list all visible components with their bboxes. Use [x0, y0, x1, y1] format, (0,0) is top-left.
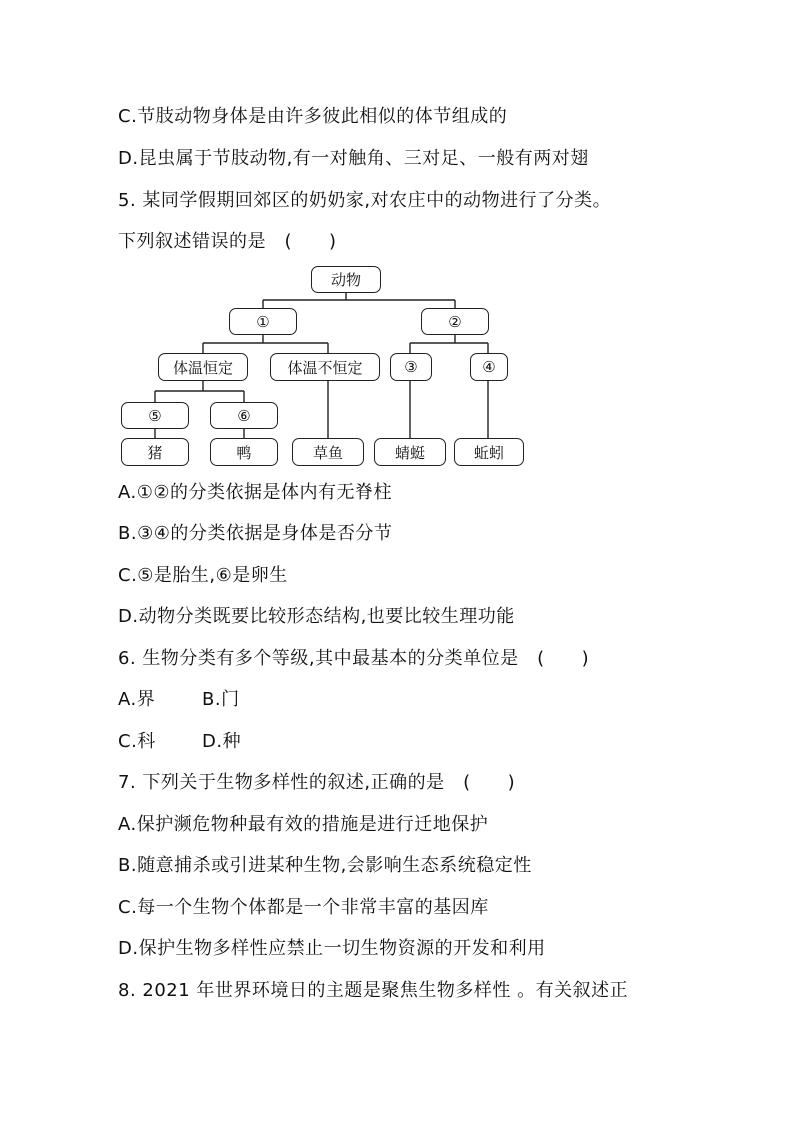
question-7-stem: 7. 下列关于生物多样性的叙述,正确的是 ( ) [118, 772, 516, 793]
question-6-option-c: C.科 [118, 731, 156, 752]
question-6-option-a: A.界 [118, 689, 156, 710]
question-7-option-d: D.保护生物多样性应禁止一切生物资源的开发和利用 [118, 938, 546, 959]
node-duck: 鸭 [210, 438, 278, 466]
node-warm-blooded: 体温恒定 [158, 353, 248, 381]
question-6-options-row-2 [118, 729, 241, 755]
node-grass-carp: 草鱼 [292, 438, 364, 466]
question-5-prompt: 下列叙述错误的是 ( ) [118, 231, 337, 252]
question-6-option-b: B.门 [202, 689, 240, 710]
question-5-option-b: B.③④的分类依据是身体是否分节 [118, 523, 393, 544]
question-5-option-a: A.①②的分类依据是体内有无脊柱 [118, 482, 392, 503]
node-6: ⑥ [210, 402, 278, 429]
animal-classification-diagram [118, 264, 538, 472]
node-1: ① [229, 308, 297, 335]
question-5-option-c: C.⑤是胎生,⑥是卵生 [118, 565, 288, 586]
question-7-option-b: B.随意捕杀或引进某种生物,会影响生态系统稳定性 [118, 855, 532, 876]
question-7-option-a: A.保护濒危物种最有效的措施是进行迁地保护 [118, 814, 489, 835]
node-earthworm: 蚯蚓 [454, 438, 524, 466]
node-cold-blooded: 体温不恒定 [270, 353, 380, 381]
node-animals: 动物 [311, 266, 381, 293]
question-8-stem: 8. 2021 年世界环境日的主题是聚焦生物多样性 。有关叙述正 [118, 980, 629, 1001]
node-5: ⑤ [121, 402, 189, 429]
question-6-stem: 6. 生物分类有多个等级,其中最基本的分类单位是 ( ) [118, 648, 590, 669]
node-2: ② [421, 308, 489, 335]
node-pig: 猪 [121, 438, 189, 466]
option-d-insect: D.昆虫属于节肢动物,有一对触角、三对足、一般有两对翅 [118, 148, 589, 169]
question-7-option-c: C.每一个生物个体都是一个非常丰富的基因库 [118, 897, 489, 918]
question-6-option-d: D.种 [202, 731, 242, 752]
node-4: ④ [470, 353, 508, 381]
node-dragonfly: 蜻蜓 [374, 438, 446, 466]
question-6-options-row-1 [118, 687, 240, 713]
node-3: ③ [390, 353, 432, 381]
question-5-stem: 5. 某同学假期回郊区的奶奶家,对农庄中的动物进行了分类。 [118, 190, 612, 211]
question-5-option-d: D.动物分类既要比较形态结构,也要比较生理功能 [118, 606, 515, 627]
option-c-arthropod: C.节肢动物身体是由许多彼此相似的体节组成的 [118, 106, 508, 127]
